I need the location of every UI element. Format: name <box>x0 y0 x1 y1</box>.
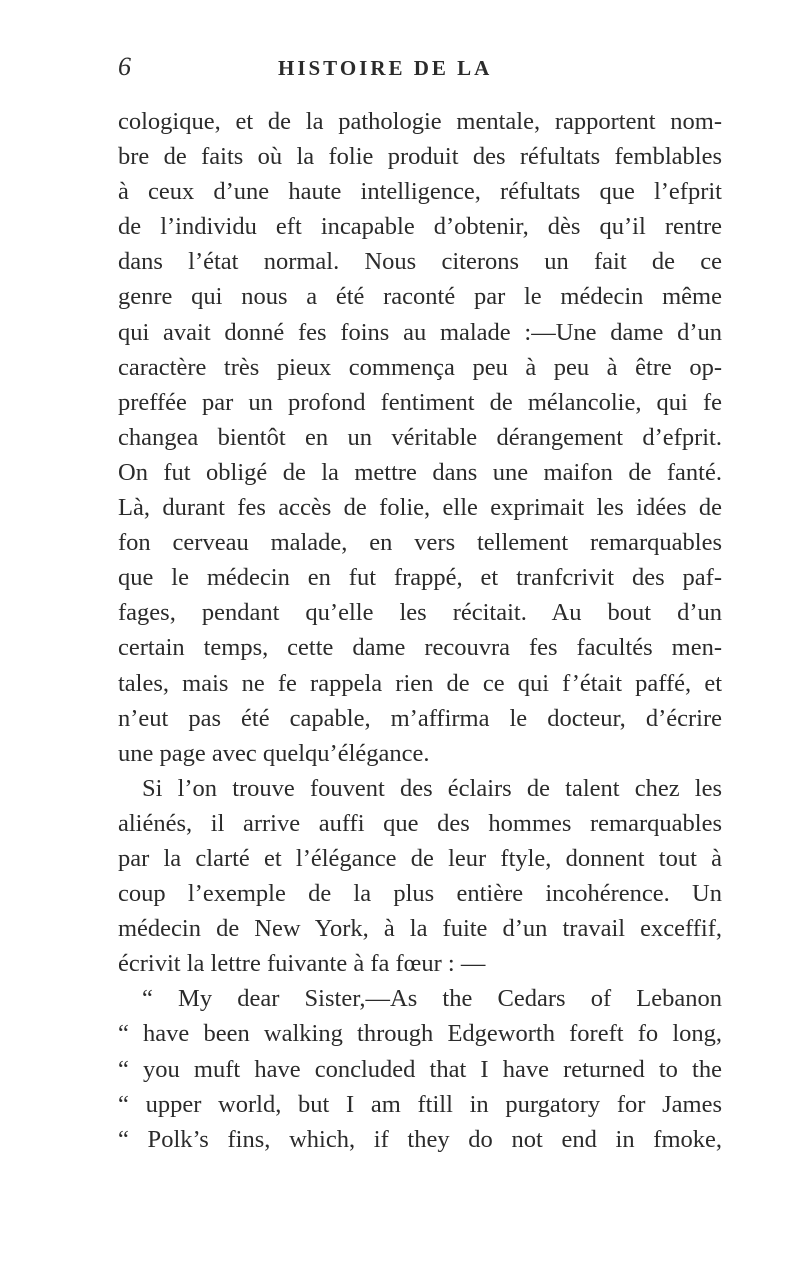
page-header <box>118 52 718 92</box>
text-line: une page avec quelqu’élégance. <box>118 739 430 767</box>
text-line: On fut obligé de la mettre dans une maifon de fanté. <box>118 458 722 486</box>
text-line: certain temps, cette dame recouvra fes facultés men- <box>118 634 722 662</box>
text-line: preffée par un profond fentiment de mélancolie, qui fe <box>118 388 722 416</box>
text-line: coup l’exemple de la plus entière incohérence. Un <box>118 880 722 908</box>
text-line: que le médecin en fut frappé, et tranfcrivit des paf- <box>118 564 722 592</box>
text-line: dans l’état normal. Nous citerons un fait de ce <box>118 248 722 276</box>
text-line: à ceux d’une haute intelligence, réfultats que l’efprit <box>118 178 722 206</box>
text-line: genre qui nous a été raconté par le médecin même <box>118 283 722 311</box>
text-line: “ have been walking through Edgeworth foreft fo long, <box>118 1020 722 1048</box>
page-number: 6 <box>118 52 132 81</box>
text-line: écrivit la lettre fuivante à fa fœur : — <box>118 950 486 978</box>
text-line: cologique, et de la pathologie mentale, rapportent nom- <box>118 108 722 135</box>
text-line: “ Polk’s fins, which, if they do not end in fmoke, <box>118 1125 722 1153</box>
text-line: fages, pendant qu’elle les récitait. Au bout d’un <box>118 599 722 627</box>
text-line: Si l’on trouve fouvent des éclairs de talent chez les <box>142 774 722 802</box>
text-line: de l’individu eft incapable d’obtenir, dès qu’il rentre <box>118 213 722 241</box>
text-line: “ My dear Sister,—As the Cedars of Lebanon <box>142 985 722 1013</box>
text-line: tales, mais ne fe rappela rien de ce qui f’était paffé, et <box>118 669 722 697</box>
running-head: HISTOIRE DE LA <box>278 56 493 80</box>
text-line: Là, durant fes accès de folie, elle exprimait les idées de <box>118 494 722 522</box>
text-line: bre de faits où la folie produit des réfultats femblables <box>118 143 722 171</box>
text-line: changea bientôt en un véritable dérangement d’efprit. <box>118 423 722 451</box>
text-line: n’eut pas été capable, m’affirma le docteur, d’écrire <box>118 704 722 732</box>
text-line: aliénés, il arrive auffi que des hommes remarquables <box>118 809 722 837</box>
text-line: “ you muft have concluded that I have returned to the <box>118 1055 722 1083</box>
text-line: fon cerveau malade, en vers tellement remarquables <box>118 529 722 557</box>
text-line: par la clarté et l’élégance de leur ftyle, donnent tout à <box>118 844 722 872</box>
body-text <box>118 104 722 1157</box>
text-line: “ upper world, but I am ftill in purgatory for James <box>118 1090 722 1118</box>
text-line: qui avait donné fes foins au malade :—Une dame d’un <box>118 318 722 346</box>
text-line: médecin de New York, à la fuite d’un travail exceffif, <box>118 915 722 943</box>
text-line: caractère très pieux commença peu à peu à être op- <box>118 353 722 381</box>
